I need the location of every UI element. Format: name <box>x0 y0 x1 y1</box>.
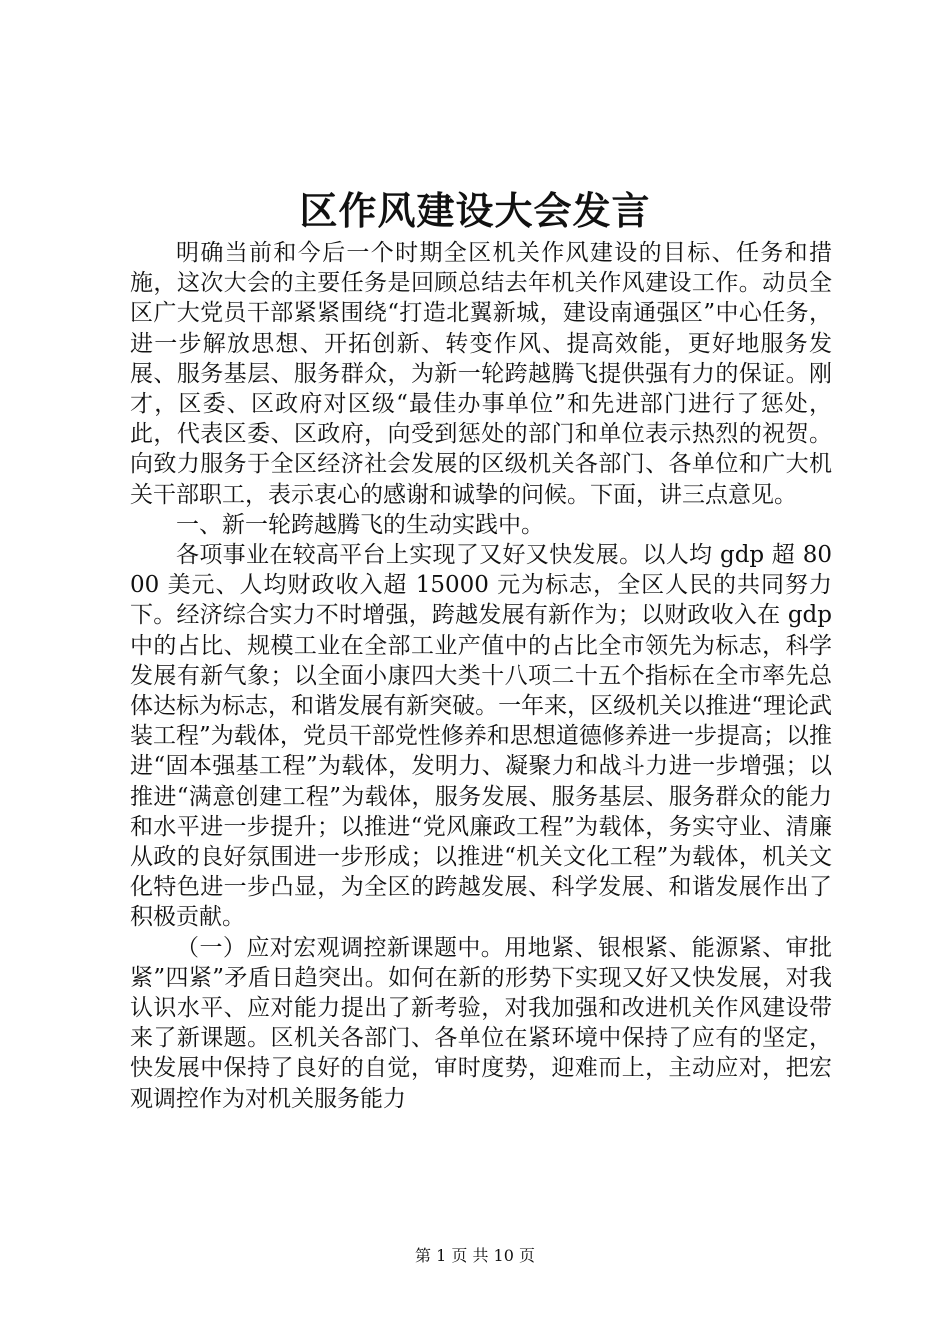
section-heading-1: 一、新一轮跨越腾飞的生动实践中。 <box>176 511 544 538</box>
page-footer: 第 1 页 共 10 页 <box>415 1246 535 1265</box>
paragraph-achievements: 各项事业在较高平台上实现了又好又快发展。以人均 gdp 超 8000 美元、人均财政收入超 15000 元为标志，全区人民的共同努力下。经济综合实力不时增强，跨越发展有新作为；以财政收入在 gdp 中的占比、规模工业在全部工业产值中的占比全市领先为标志，科学发展有新气象；以全面小康四大类十八项二十五个指标在全市率先总体达标为标志，和谐发展有新突破。一年来，区级机关以推进“理论武装工程”为载体，党员干部党性修养和思想道德修养进一步提高；以推进“固本强基工程”为载体，发明力、凝聚力和战斗力进一步增强；以推进“满意创建工程”为载体，服务发展、服务基层、服务群众的能力和水平进一步提升；以推进“党风廉政工程”为载体，务实守业、清廉从政的良好氛围进一步形成；以推进“机关文化工程”为载体，机关文化特色进一步凸显，为全区的跨越发展、科学发展、和谐发展作出了积极贡献。 <box>130 542 832 931</box>
document-title: 区作风建设大会发言 <box>299 188 651 233</box>
paragraph-macro-control: （一）应对宏观调控新课题中。用地紧、银根紧、能源紧、审批紧”四紧”矛盾日趋突出。如何在新的形势下实现又好又快发展，对我认识水平、应对能力提出了新考验，对我加强和改进机关作风建设带来了新课题。区机关各部门、各单位在紧环境中保持了应有的坚定，快发展中保持了良好的自觉，审时度势，迎难而上，主动应对，把宏观调控作为对机关服务能力 <box>130 934 832 1112</box>
document-body <box>130 238 832 1114</box>
paragraph-intro: 明确当前和今后一个时期全区机关作风建设的目标、任务和措施，这次大会的主要任务是回顾总结去年机关作风建设工作。动员全区广大党员干部紧紧围绕“打造北翼新城，建设南通强区”中心任务，进一步解放思想、开拓创新、转变作风、提高效能，更好地服务发展、服务基层、服务群众，为新一轮跨越腾飞提供强有力的保证。刚才，区委、区政府对区级“最佳办事单位”和先进部门进行了惩处，此，代表区委、区政府，向受到惩处的部门和单位表示热烈的祝贺。向致力服务于全区经济社会发展的区级机关各部门、各单位和广大机关干部职工，表示衷心的感谢和诚挚的问候。下面，讲三点意见。 <box>130 240 832 508</box>
